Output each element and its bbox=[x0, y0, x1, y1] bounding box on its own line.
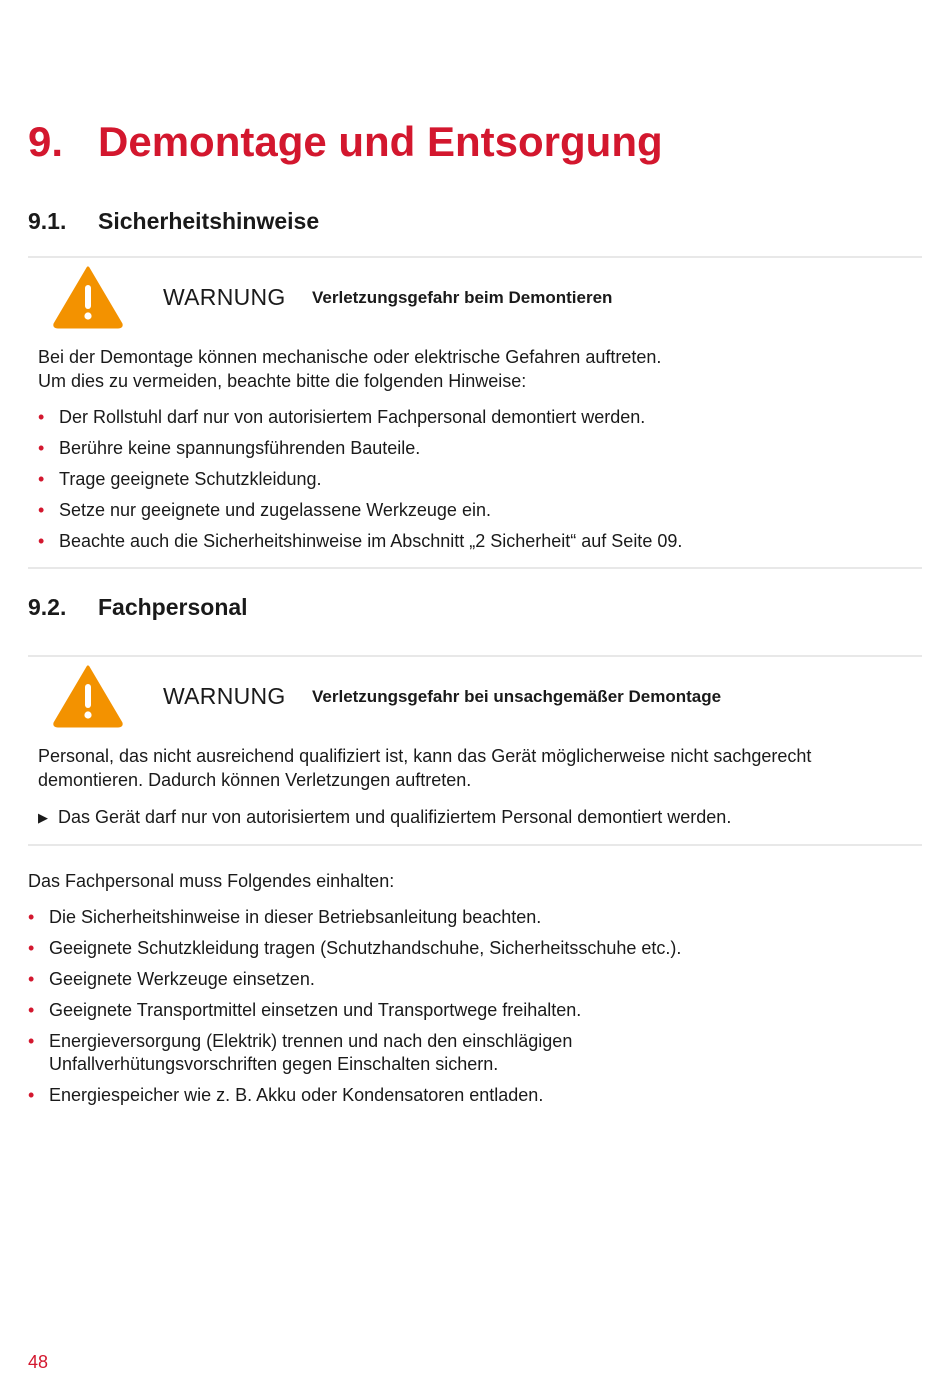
warning-title: Verletzungsgefahr beim Demontieren bbox=[312, 288, 613, 307]
warning-signal-word: WARNUNG bbox=[163, 284, 286, 310]
section-number: 9.2. bbox=[28, 594, 67, 620]
bullet-icon: • bbox=[28, 1000, 35, 1020]
bullet-icon: • bbox=[38, 531, 45, 551]
list-item: • Trage geeignete Schutzkleidung. bbox=[38, 469, 322, 489]
warning-box-bottom-rule bbox=[28, 567, 922, 569]
list-item: • Setze nur geeignete und zugelassene Werkzeuge ein. bbox=[38, 500, 491, 520]
list-item: • Geeignete Transportmittel einsetzen und Transportwege freihalten. bbox=[28, 1000, 582, 1020]
warning-triangle-icon bbox=[52, 664, 124, 728]
action-instruction: ▶ Das Gerät darf nur von autorisiertem und qualifiziertem Personal demontiert werden. bbox=[38, 805, 731, 830]
section-number: 9.1. bbox=[28, 208, 67, 234]
bullet-icon: • bbox=[28, 938, 35, 958]
warning-triangle-icon bbox=[52, 265, 124, 329]
action-arrow-icon: ▶ bbox=[38, 810, 48, 825]
list-intro: Das Fachpersonal muss Folgendes einhalten: bbox=[28, 871, 395, 891]
bullet-icon: • bbox=[38, 438, 45, 458]
safety-bullet-list bbox=[38, 406, 682, 561]
list-item-continuation: Unfallverhütungsvorschriften gegen Einschalten sichern. bbox=[49, 1054, 499, 1074]
page-number: 48 bbox=[28, 1352, 49, 1372]
warning-box-bottom-rule bbox=[28, 844, 922, 846]
list-item: • Beachte auch die Sicherheitshinweise im Abschnitt „2 Sicherheit“ auf Seite 09. bbox=[38, 531, 683, 551]
bullet-icon: • bbox=[38, 407, 45, 427]
bullet-icon: • bbox=[38, 500, 45, 520]
list-item: • Energieversorgung (Elektrik) trennen und nach den einschlägigen bbox=[28, 1031, 573, 1051]
chapter-heading bbox=[28, 118, 663, 166]
bullet-icon: • bbox=[38, 469, 45, 489]
warning-text-line: demontieren. Dadurch können Verletzungen auftreten. bbox=[38, 770, 472, 790]
bullet-icon: • bbox=[28, 907, 35, 927]
list-item: • Geeignete Werkzeuge einsetzen. bbox=[28, 969, 315, 989]
warning-signal-word: WARNUNG bbox=[163, 683, 286, 709]
warning-title: Verletzungsgefahr bei unsachgemäßer Demontage bbox=[312, 687, 722, 706]
personnel-bullet-list bbox=[28, 906, 681, 1115]
chapter-title: Demontage und Entsorgung bbox=[98, 118, 663, 165]
section-heading-9-1 bbox=[28, 208, 319, 235]
list-item: • Energiespeicher wie z. B. Akku oder Kondensatoren entladen. bbox=[28, 1085, 544, 1105]
section-heading-9-2 bbox=[28, 594, 248, 621]
section-title: Fachpersonal bbox=[98, 594, 248, 620]
chapter-number: 9. bbox=[28, 118, 64, 165]
section-title: Sicherheitshinweise bbox=[98, 208, 320, 234]
list-item: • Geeignete Schutzkleidung tragen (Schutzhandschuhe, Sicherheitsschuhe etc.). bbox=[28, 938, 682, 958]
bullet-icon: • bbox=[28, 969, 35, 989]
warning-box-top-rule bbox=[28, 655, 922, 657]
list-item: • Berühre keine spannungsführenden Bauteile. bbox=[38, 438, 421, 458]
warning-text-line: Bei der Demontage können mechanische oder elektrische Gefahren auftreten. bbox=[38, 347, 662, 367]
bullet-icon: • bbox=[28, 1085, 35, 1105]
bullet-icon: • bbox=[28, 1031, 35, 1051]
warning-text-line: Personal, das nicht ausreichend qualifiziert ist, kann das Gerät möglicherweise nicht sachgerecht bbox=[38, 746, 812, 766]
list-item: • Die Sicherheitshinweise in dieser Betriebsanleitung beachten. bbox=[28, 907, 542, 927]
list-item: • Der Rollstuhl darf nur von autorisiertem Fachpersonal demontiert werden. bbox=[38, 407, 646, 427]
warning-box-top-rule bbox=[28, 256, 922, 258]
warning-text-line: Um dies zu vermeiden, beachte bitte die folgenden Hinweise: bbox=[38, 371, 527, 391]
